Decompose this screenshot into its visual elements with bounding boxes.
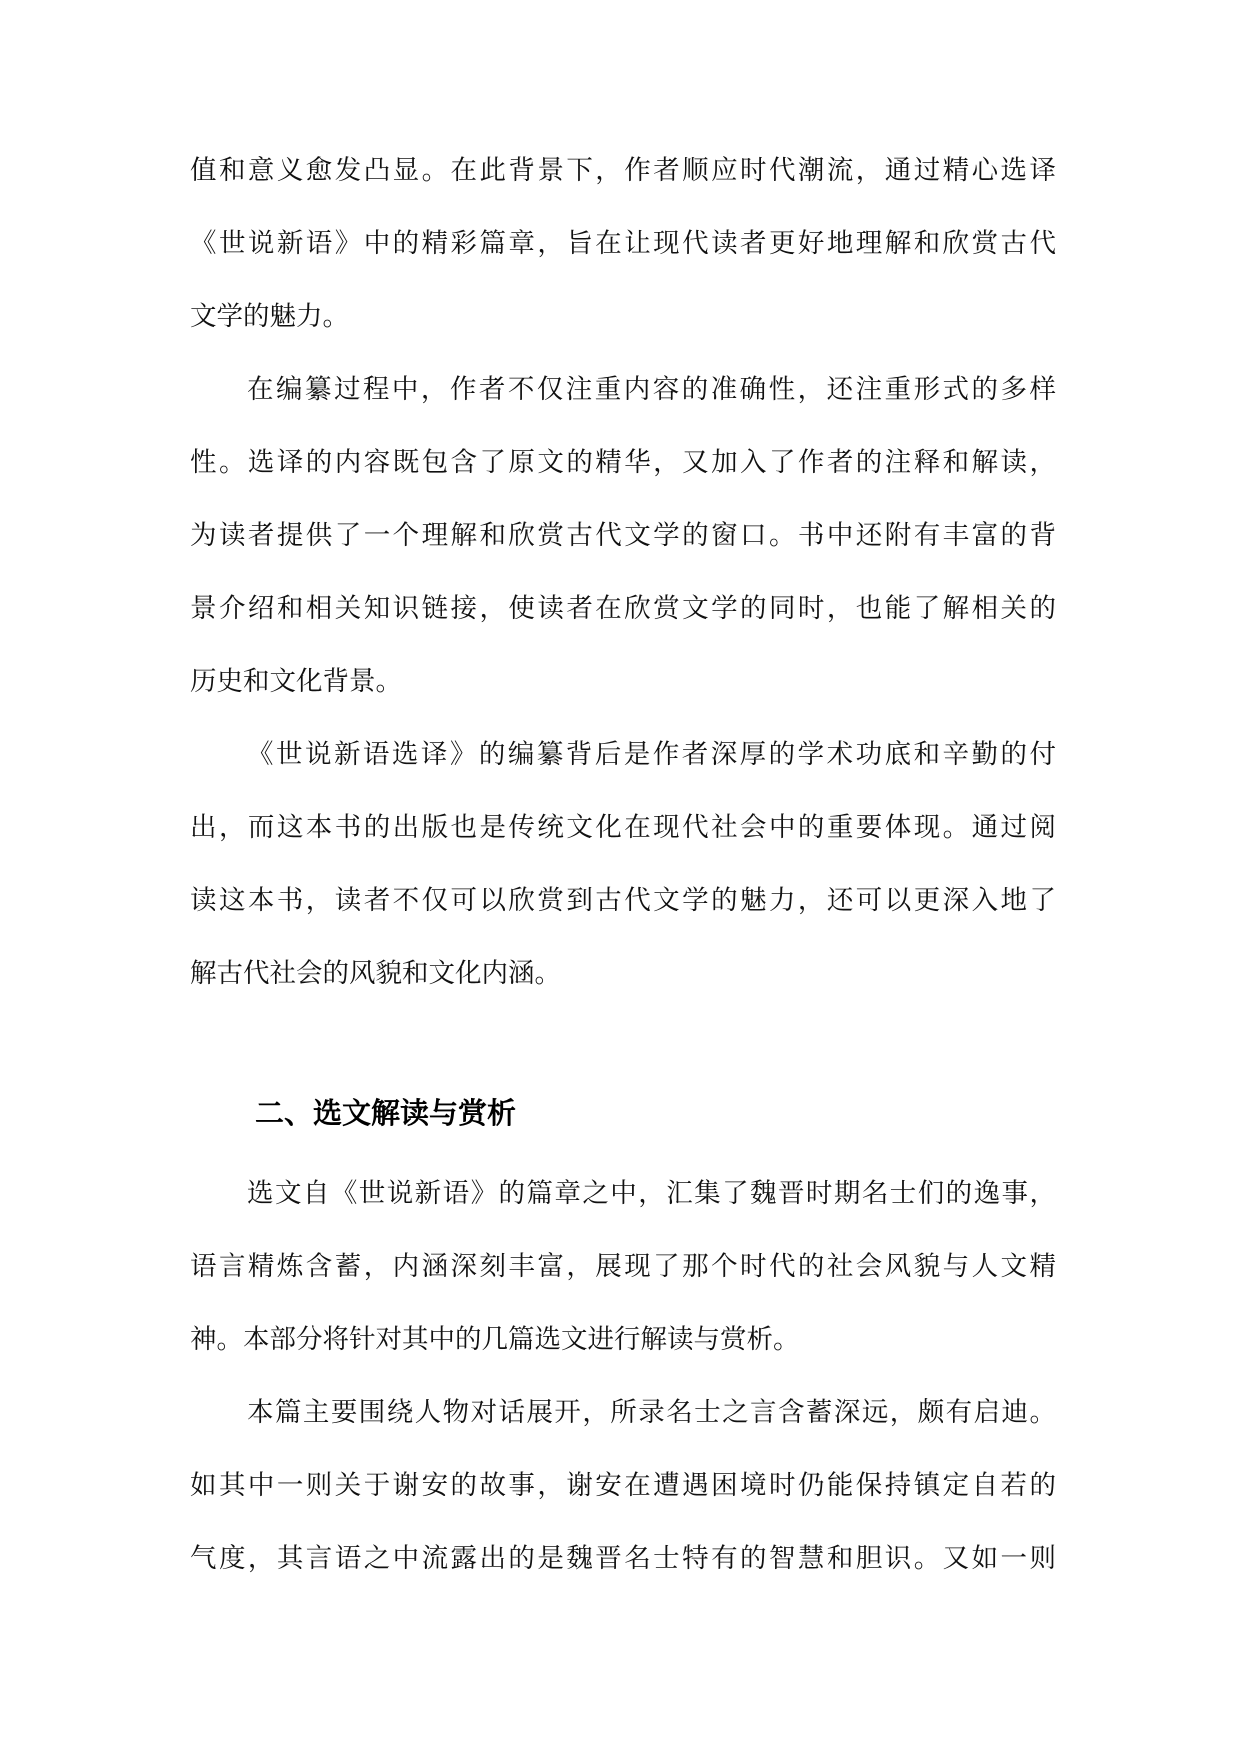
paragraph-4-line-3: 神。本部分将针对其中的几篇选文进行解读与赏析。: [190, 1324, 800, 1355]
paragraph-2-line-4: 景介绍和相关知识链接，使读者在欣赏文学的同时，也能了解相关的: [190, 593, 1056, 624]
paragraph-2-line-1: 在编纂过程中，作者不仅注重内容的准确性，还注重形式的多样: [247, 374, 1056, 405]
paragraph-4-line-2: 语言精炼含蓄，内涵深刻丰富，展现了那个时代的社会风貌与人文精: [190, 1251, 1056, 1282]
paragraph-5-line-2: 如其中一则关于谢安的故事，谢安在遭遇困境时仍能保持镇定自若的: [190, 1470, 1056, 1501]
paragraph-2-line-2: 性。选译的内容既包含了原文的精华，又加入了作者的注释和解读，: [190, 447, 1056, 478]
section-heading: 二、选文解读与赏析: [255, 1096, 517, 1130]
paragraph-1-line-1: 值和意义愈发凸显。在此背景下，作者顺应时代潮流，通过精心选译: [190, 155, 1056, 186]
paragraph-4-line-1: 选文自《世说新语》的篇章之中，汇集了魏晋时期名士们的逸事，: [247, 1178, 1056, 1209]
paragraph-1-line-3: 文学的魅力。: [190, 301, 349, 332]
paragraph-5-line-1: 本篇主要围绕人物对话展开，所录名士之言含蓄深远，颇有启迪。: [247, 1397, 1056, 1428]
paragraph-5-line-3: 气度，其言语之中流露出的是魏晋名士特有的智慧和胆识。又如一则: [190, 1543, 1056, 1574]
paragraph-3-line-3: 读这本书，读者不仅可以欣赏到古代文学的魅力，还可以更深入地了: [190, 885, 1056, 916]
paragraph-2-line-3: 为读者提供了一个理解和欣赏古代文学的窗口。书中还附有丰富的背: [190, 520, 1056, 551]
paragraph-1-line-2: 《世说新语》中的精彩篇章，旨在让现代读者更好地理解和欣赏古代: [190, 228, 1056, 259]
paragraph-2-line-5: 历史和文化背景。: [190, 666, 402, 697]
paragraph-3-line-4: 解古代社会的风貌和文化内涵。: [190, 958, 561, 989]
paragraph-3-line-2: 出，而这本书的出版也是传统文化在现代社会中的重要体现。通过阅: [190, 812, 1056, 843]
paragraph-3-line-1: 《世说新语选译》的编纂背后是作者深厚的学术功底和辛勤的付: [247, 739, 1056, 770]
